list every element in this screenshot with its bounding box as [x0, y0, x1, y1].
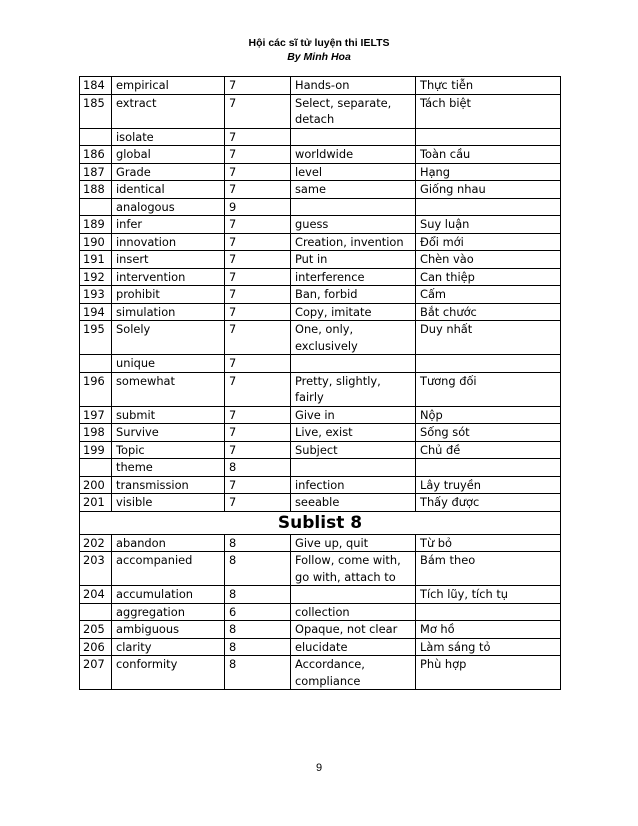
cell-level: 8	[225, 459, 291, 477]
cell-synonyms: Subject	[291, 441, 416, 459]
table-row	[80, 128, 561, 146]
cell-level: 7	[225, 268, 291, 286]
cell-level: 7	[225, 424, 291, 442]
page-number: 9	[315, 762, 323, 774]
cell-level: 8	[225, 552, 291, 586]
cell-level: 7	[225, 355, 291, 373]
cell-level: 8	[225, 621, 291, 639]
header-author: By Minh Hoa	[287, 51, 351, 63]
cell-num: 187	[80, 163, 112, 181]
cell-meaning	[416, 459, 561, 477]
cell-synonyms: guess	[291, 216, 416, 234]
cell-level: 9	[225, 198, 291, 216]
vocabulary-rows-b	[80, 534, 561, 690]
cell-word: Survive	[112, 424, 225, 442]
cell-word: innovation	[112, 233, 225, 251]
cell-num: 189	[80, 216, 112, 234]
cell-meaning	[416, 198, 561, 216]
cell-meaning: Thấy được	[416, 494, 561, 512]
cell-level: 8	[225, 586, 291, 604]
table-row	[80, 303, 561, 321]
table-row	[80, 621, 561, 639]
cell-num: 188	[80, 181, 112, 199]
table-row	[80, 424, 561, 442]
cell-synonyms	[291, 128, 416, 146]
cell-synonyms: Select, separate, detach	[291, 94, 416, 128]
cell-synonyms: infection	[291, 476, 416, 494]
cell-word: submit	[112, 406, 225, 424]
cell-synonyms: level	[291, 163, 416, 181]
cell-level: 7	[225, 163, 291, 181]
cell-num: 195	[80, 321, 112, 355]
cell-synonyms: Opaque, not clear	[291, 621, 416, 639]
cell-level: 7	[225, 494, 291, 512]
cell-level: 8	[225, 534, 291, 552]
vocabulary-rows-a	[80, 77, 561, 512]
table-row	[80, 233, 561, 251]
table-row	[80, 181, 561, 199]
cell-meaning: Tương đối	[416, 372, 561, 406]
cell-synonyms: Hands-on	[291, 77, 416, 95]
cell-word: analogous	[112, 198, 225, 216]
cell-meaning: Sống sót	[416, 424, 561, 442]
cell-num: 207	[80, 656, 112, 690]
sublist-heading-row	[80, 511, 561, 534]
cell-num: 184	[80, 77, 112, 95]
cell-level: 7	[225, 321, 291, 355]
cell-level: 7	[225, 303, 291, 321]
cell-meaning	[416, 355, 561, 373]
cell-num: 203	[80, 552, 112, 586]
cell-meaning: Phù hợp	[416, 656, 561, 690]
cell-synonyms: Give up, quit	[291, 534, 416, 552]
cell-meaning: Duy nhất	[416, 321, 561, 355]
cell-num: 190	[80, 233, 112, 251]
cell-level: 7	[225, 146, 291, 164]
table-row	[80, 494, 561, 512]
cell-synonyms: Follow, come with, go with, attach to	[291, 552, 416, 586]
cell-word: somewhat	[112, 372, 225, 406]
cell-num	[80, 459, 112, 477]
cell-num: 191	[80, 251, 112, 269]
cell-word: identical	[112, 181, 225, 199]
cell-word: aggregation	[112, 603, 225, 621]
cell-num: 202	[80, 534, 112, 552]
cell-word: global	[112, 146, 225, 164]
cell-level: 7	[225, 233, 291, 251]
cell-word: visible	[112, 494, 225, 512]
cell-word: infer	[112, 216, 225, 234]
table-row	[80, 476, 561, 494]
cell-num: 204	[80, 586, 112, 604]
page-header	[0, 36, 638, 64]
cell-meaning: Can thiệp	[416, 268, 561, 286]
cell-meaning: Hạng	[416, 163, 561, 181]
table-row	[80, 406, 561, 424]
cell-level: 7	[225, 181, 291, 199]
cell-meaning: Tách biệt	[416, 94, 561, 128]
cell-num: 201	[80, 494, 112, 512]
cell-synonyms: same	[291, 181, 416, 199]
cell-level: 6	[225, 603, 291, 621]
cell-level: 7	[225, 251, 291, 269]
table-row	[80, 268, 561, 286]
cell-meaning: Lây truyền	[416, 476, 561, 494]
table-row	[80, 656, 561, 690]
table-row	[80, 372, 561, 406]
cell-synonyms: interference	[291, 268, 416, 286]
cell-synonyms: Pretty, slightly, fairly	[291, 372, 416, 406]
cell-synonyms: Give in	[291, 406, 416, 424]
cell-num	[80, 198, 112, 216]
table-row	[80, 286, 561, 304]
cell-meaning: Tích lũy, tích tụ	[416, 586, 561, 604]
cell-num: 193	[80, 286, 112, 304]
cell-word: unique	[112, 355, 225, 373]
cell-word: accompanied	[112, 552, 225, 586]
cell-synonyms	[291, 586, 416, 604]
table-row	[80, 459, 561, 477]
cell-word: clarity	[112, 638, 225, 656]
cell-synonyms	[291, 459, 416, 477]
table-row	[80, 603, 561, 621]
vocabulary-table	[79, 76, 561, 690]
cell-meaning: Toàn cầu	[416, 146, 561, 164]
cell-synonyms: Copy, imitate	[291, 303, 416, 321]
table-row	[80, 321, 561, 355]
cell-word: insert	[112, 251, 225, 269]
cell-word: empirical	[112, 77, 225, 95]
cell-synonyms: Creation, invention	[291, 233, 416, 251]
cell-meaning: Bám theo	[416, 552, 561, 586]
cell-word: transmission	[112, 476, 225, 494]
cell-word: Topic	[112, 441, 225, 459]
cell-num	[80, 355, 112, 373]
cell-synonyms: Live, exist	[291, 424, 416, 442]
cell-num: 194	[80, 303, 112, 321]
cell-synonyms: seeable	[291, 494, 416, 512]
cell-synonyms: Put in	[291, 251, 416, 269]
table-row	[80, 638, 561, 656]
cell-meaning	[416, 128, 561, 146]
cell-meaning: Chèn vào	[416, 251, 561, 269]
cell-level: 7	[225, 406, 291, 424]
table-row	[80, 198, 561, 216]
header-title: Hội các sĩ tử luyện thi IELTS	[248, 37, 390, 49]
cell-num: 197	[80, 406, 112, 424]
sublist-heading: Sublist 8	[80, 511, 561, 534]
cell-num: 196	[80, 372, 112, 406]
cell-level: 8	[225, 656, 291, 690]
cell-meaning: Nộp	[416, 406, 561, 424]
cell-synonyms	[291, 198, 416, 216]
cell-level: 7	[225, 94, 291, 128]
table-row	[80, 94, 561, 128]
cell-word: conformity	[112, 656, 225, 690]
cell-meaning: Làm sáng tỏ	[416, 638, 561, 656]
cell-num: 185	[80, 94, 112, 128]
table-row	[80, 251, 561, 269]
cell-word: extract	[112, 94, 225, 128]
table-row	[80, 77, 561, 95]
cell-level: 7	[225, 476, 291, 494]
cell-word: theme	[112, 459, 225, 477]
cell-num: 206	[80, 638, 112, 656]
cell-word: intervention	[112, 268, 225, 286]
cell-synonyms: One, only, exclusively	[291, 321, 416, 355]
table-row	[80, 552, 561, 586]
cell-synonyms	[291, 355, 416, 373]
table-row	[80, 163, 561, 181]
cell-num: 199	[80, 441, 112, 459]
cell-num	[80, 603, 112, 621]
cell-meaning: Mơ hồ	[416, 621, 561, 639]
cell-synonyms: Accordance, compliance	[291, 656, 416, 690]
cell-level: 8	[225, 638, 291, 656]
table-row	[80, 441, 561, 459]
cell-level: 7	[225, 286, 291, 304]
cell-level: 7	[225, 372, 291, 406]
cell-synonyms: worldwide	[291, 146, 416, 164]
cell-synonyms: collection	[291, 603, 416, 621]
table-row	[80, 534, 561, 552]
cell-word: isolate	[112, 128, 225, 146]
cell-word: ambiguous	[112, 621, 225, 639]
cell-meaning: Cấm	[416, 286, 561, 304]
cell-meaning	[416, 603, 561, 621]
cell-level: 7	[225, 128, 291, 146]
cell-meaning: Giống nhau	[416, 181, 561, 199]
cell-meaning: Chủ đề	[416, 441, 561, 459]
cell-word: simulation	[112, 303, 225, 321]
cell-num: 200	[80, 476, 112, 494]
cell-word: prohibit	[112, 286, 225, 304]
cell-word: Grade	[112, 163, 225, 181]
cell-meaning: Suy luận	[416, 216, 561, 234]
cell-synonyms: elucidate	[291, 638, 416, 656]
cell-word: accumulation	[112, 586, 225, 604]
cell-num: 186	[80, 146, 112, 164]
cell-meaning: Bắt chước	[416, 303, 561, 321]
cell-num: 205	[80, 621, 112, 639]
table-row	[80, 146, 561, 164]
table-row	[80, 355, 561, 373]
cell-word: abandon	[112, 534, 225, 552]
table-row	[80, 216, 561, 234]
cell-num: 198	[80, 424, 112, 442]
cell-meaning: Đổi mới	[416, 233, 561, 251]
cell-synonyms: Ban, forbid	[291, 286, 416, 304]
cell-level: 7	[225, 77, 291, 95]
cell-num	[80, 128, 112, 146]
cell-level: 7	[225, 441, 291, 459]
table-row	[80, 586, 561, 604]
cell-num: 192	[80, 268, 112, 286]
cell-level: 7	[225, 216, 291, 234]
cell-word: Solely	[112, 321, 225, 355]
cell-meaning: Từ bỏ	[416, 534, 561, 552]
cell-meaning: Thực tiễn	[416, 77, 561, 95]
